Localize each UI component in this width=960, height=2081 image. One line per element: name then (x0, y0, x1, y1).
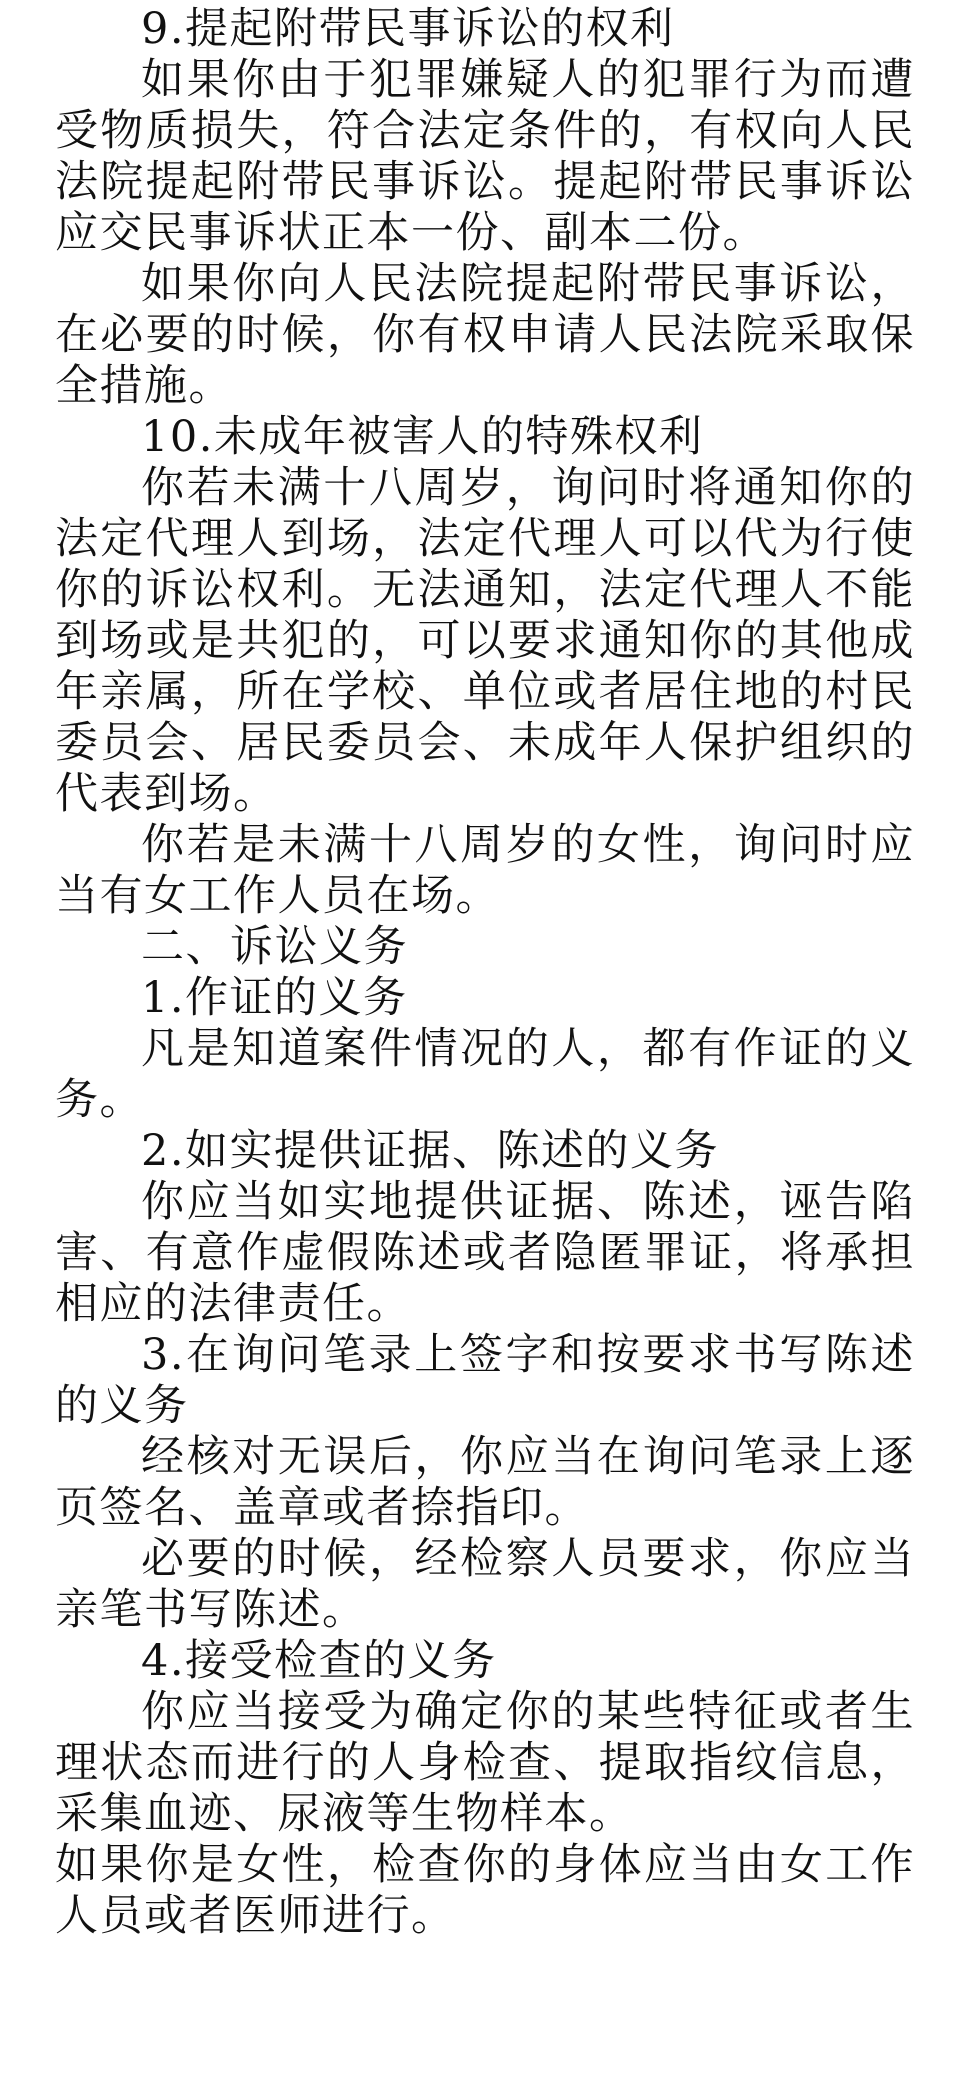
paragraph: 你若是未满十八周岁的女性，询问时应当有女工作人员在场。 (55, 820, 915, 921)
paragraph: 凡是知道案件情况的人，都有作证的义务。 (55, 1024, 915, 1125)
paragraph: 你应当接受为确定你的某些特征或者生理状态而进行的人身检查、提取指纹信息，采集血迹、尿液等生物样本。 (55, 1687, 915, 1839)
document-body (55, 4, 915, 1942)
paragraph: 如果你是女性，检查你的身体应当由女工作人员或者医师进行。 (55, 1840, 915, 1941)
section-heading-1: 1.作证的义务 (141, 973, 408, 1023)
section-heading-10: 10.未成年被害人的特殊权利 (141, 412, 704, 462)
paragraph: 你若未满十八周岁，询问时将通知你的法定代理人到场，法定代理人可以代为行使你的诉讼权利。无法通知，法定代理人不能到场或是共犯的，可以要求通知你的其他成年亲属，所在学校、单位或者居住地的村民委员会、居民委员会、未成年人保护组织的代表到场。 (55, 463, 915, 819)
section-heading-4: 4.接受检查的义务 (141, 1636, 497, 1686)
section-heading-2: 2.如实提供证据、陈述的义务 (141, 1126, 720, 1176)
paragraph: 必要的时候，经检察人员要求，你应当亲笔书写陈述。 (55, 1534, 915, 1635)
section-heading-3: 3.在询问笔录上签字和按要求书写陈述的义务 (55, 1330, 915, 1431)
section-heading-9: 9.提起附带民事诉讼的权利 (141, 4, 675, 54)
paragraph: 如果你向人民法院提起附带民事诉讼，在必要的时候，你有权申请人民法院采取保全措施。 (55, 259, 915, 411)
paragraph: 如果你由于犯罪嫌疑人的犯罪行为而遭受物质损失，符合法定条件的，有权向人民法院提起附带民事诉讼。提起附带民事诉讼应交民事诉状正本一份、副本二份。 (55, 55, 915, 258)
chapter-heading-obligations: 二、诉讼义务 (141, 922, 408, 972)
paragraph: 你应当如实地提供证据、陈述，诬告陷害、有意作虚假陈述或者隐匿罪证，将承担相应的法律责任。 (55, 1177, 915, 1329)
paragraph: 经核对无误后，你应当在询问笔录上逐页签名、盖章或者捺指印。 (55, 1432, 915, 1533)
